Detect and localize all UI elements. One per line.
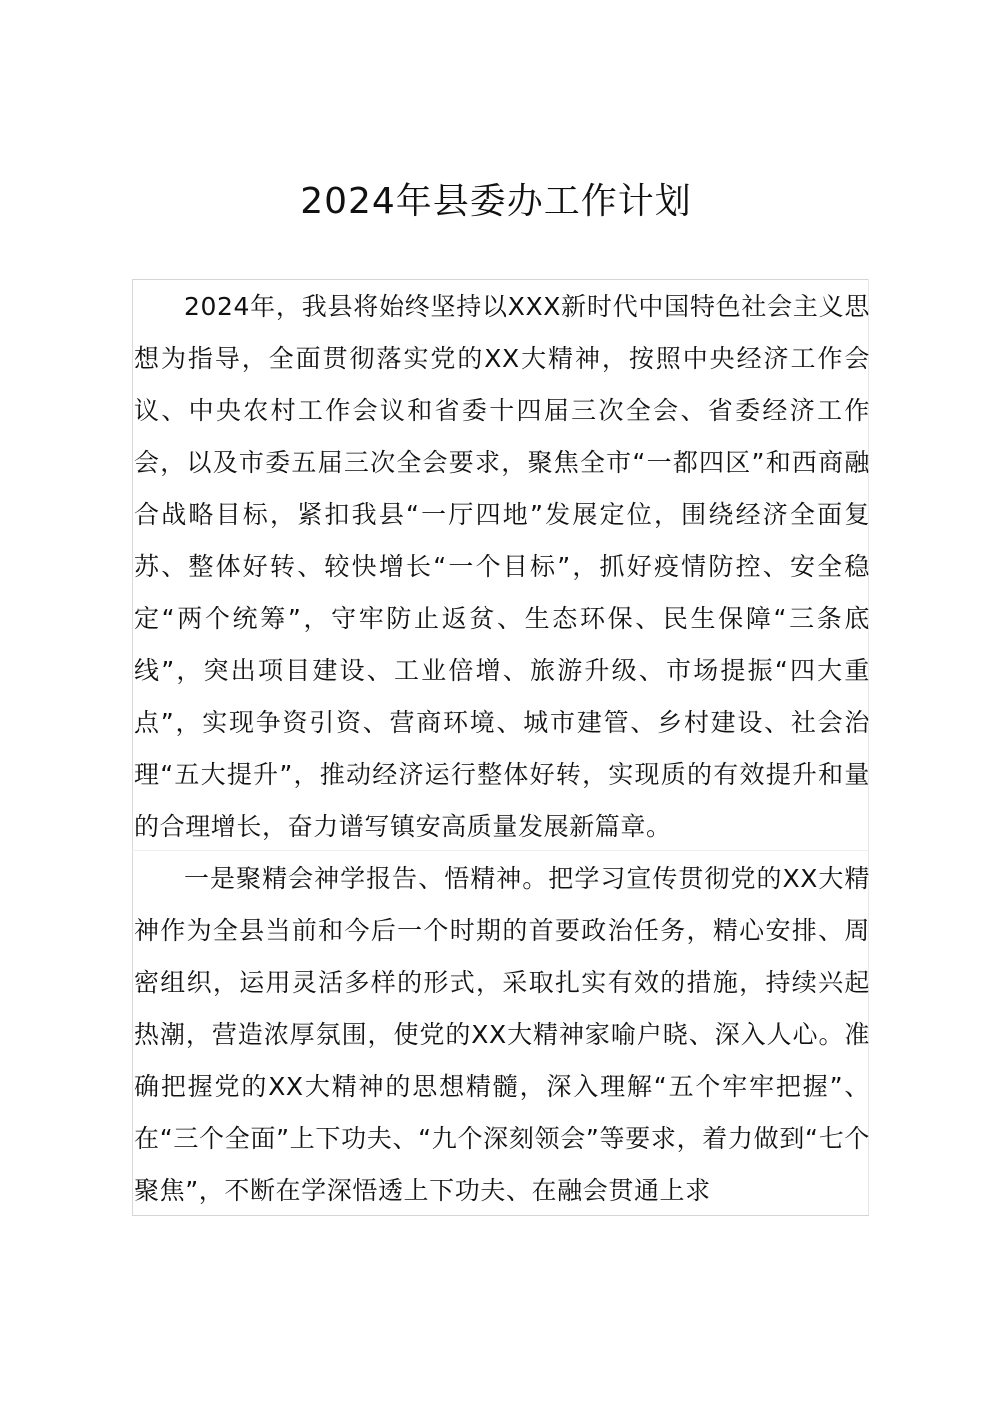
body-paragraph-intro: 2024年，我县将始终坚持以XXX新时代中国特色社会主义思想为指导，全面贯彻落实党的XX大精神，按照中央经济工作会议、中央农村工作会议和省委十四届三次全会、省委经济工作会，以及市委五届三次全会要求，聚焦全市“一都四区”和西商融合战略目标，紧扣我县“一厅四地”发展定位，围绕经济全面复苏、整体好转、较快增长“一个目标”，抓好疫情防控、安全稳定“两个统筹”，守牢防止返贫、生态环保、民生保障“三条底线”，突出项目建设、工业倍增、旅游升级、市场提振“四大重点”，实现争资引资、营商环境、城市建管、乡村建设、社会治理“五大提升”，推动经济运行整体好转，实现质的有效提升和量的合理增长，奋力谱写镇安高质量发展新篇章。	[134, 292, 870, 841]
text-frame-left-border	[132, 279, 133, 1216]
text-frame-bottom-border	[132, 1215, 869, 1216]
text-frame-top-border	[132, 279, 869, 280]
document-title: 2024年县委办工作计划	[300, 181, 692, 222]
body-paragraph-section-one: 一是聚精会神学报告、悟精神。把学习宣传贯彻党的XX大精神作为全县当前和今后一个时期的首要政治任务，精心安排、周密组织，运用灵活多样的形式，采取扎实有效的措施，持续兴起热潮，营造浓厚氛围，使党的XX大精神家喻户晓、深入人心。准确把握党的XX大精神的思想精髓，深入理解“五个牢牢把握”、在“三个全面”上下功夫、“九个深刻领会”等要求，着力做到“七个聚焦”，不断在学深悟透上下功夫、在融会贯通上求	[134, 864, 870, 1205]
